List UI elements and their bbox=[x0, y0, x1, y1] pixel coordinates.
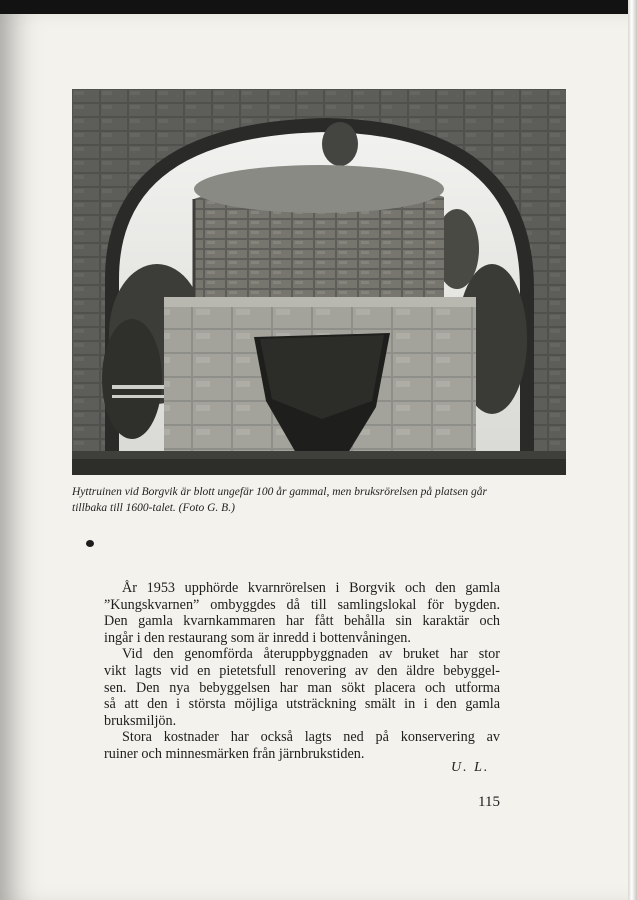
body-text bbox=[104, 580, 500, 763]
text-line: bruksmiljön. bbox=[104, 712, 177, 729]
paragraph bbox=[104, 729, 500, 762]
text-line: ruiner och minnesmärken från järnbrukstiden. bbox=[104, 745, 365, 762]
furnace-ruin-photo bbox=[72, 89, 566, 475]
photo-caption bbox=[72, 484, 570, 516]
scan-top-band bbox=[0, 0, 637, 14]
caption-line: tillbaka till 1600-talet. (Foto G. B.) bbox=[72, 502, 235, 514]
paragraph bbox=[104, 646, 500, 729]
text-line: Stora kostnader har också lagts ned på konservering av bbox=[122, 729, 500, 746]
text-line: ingår i den restaurang som är inredd i bottenvåningen. bbox=[104, 629, 411, 646]
text-line: År 1953 upphörde kvarnrörelsen i Borgvik och den gamla bbox=[122, 580, 500, 596]
ink-spot bbox=[86, 540, 94, 547]
text-line: vikt lagts vid en pietetsfull renovering av den äldre bebyggel- bbox=[104, 662, 500, 679]
author-signature: U. L. bbox=[451, 760, 490, 775]
page-edge bbox=[628, 0, 637, 900]
photograph bbox=[72, 89, 566, 475]
text-line: så att den i största möjliga utsträckning smält in i den gamla bbox=[104, 696, 500, 713]
text-line: Vid den genomförda återuppbyggnaden av bruket har stor bbox=[122, 646, 500, 663]
text-line: sen. Den nya bebyggelsen har man sökt placera och utforma bbox=[104, 679, 500, 696]
text-line: ”Kungskvarnen” ombyggdes då till samlingslokal för bygden. bbox=[104, 596, 500, 613]
page-number: 115 bbox=[478, 794, 500, 810]
paragraph bbox=[104, 580, 500, 646]
text-line: Den gamla kvarnkammaren har fått behålla sin karaktär och bbox=[104, 613, 500, 630]
caption-line: Hyttruinen vid Borgvik är blott ungefär 100 år gammal, men bruksrörelsen på platsen går bbox=[72, 486, 488, 498]
